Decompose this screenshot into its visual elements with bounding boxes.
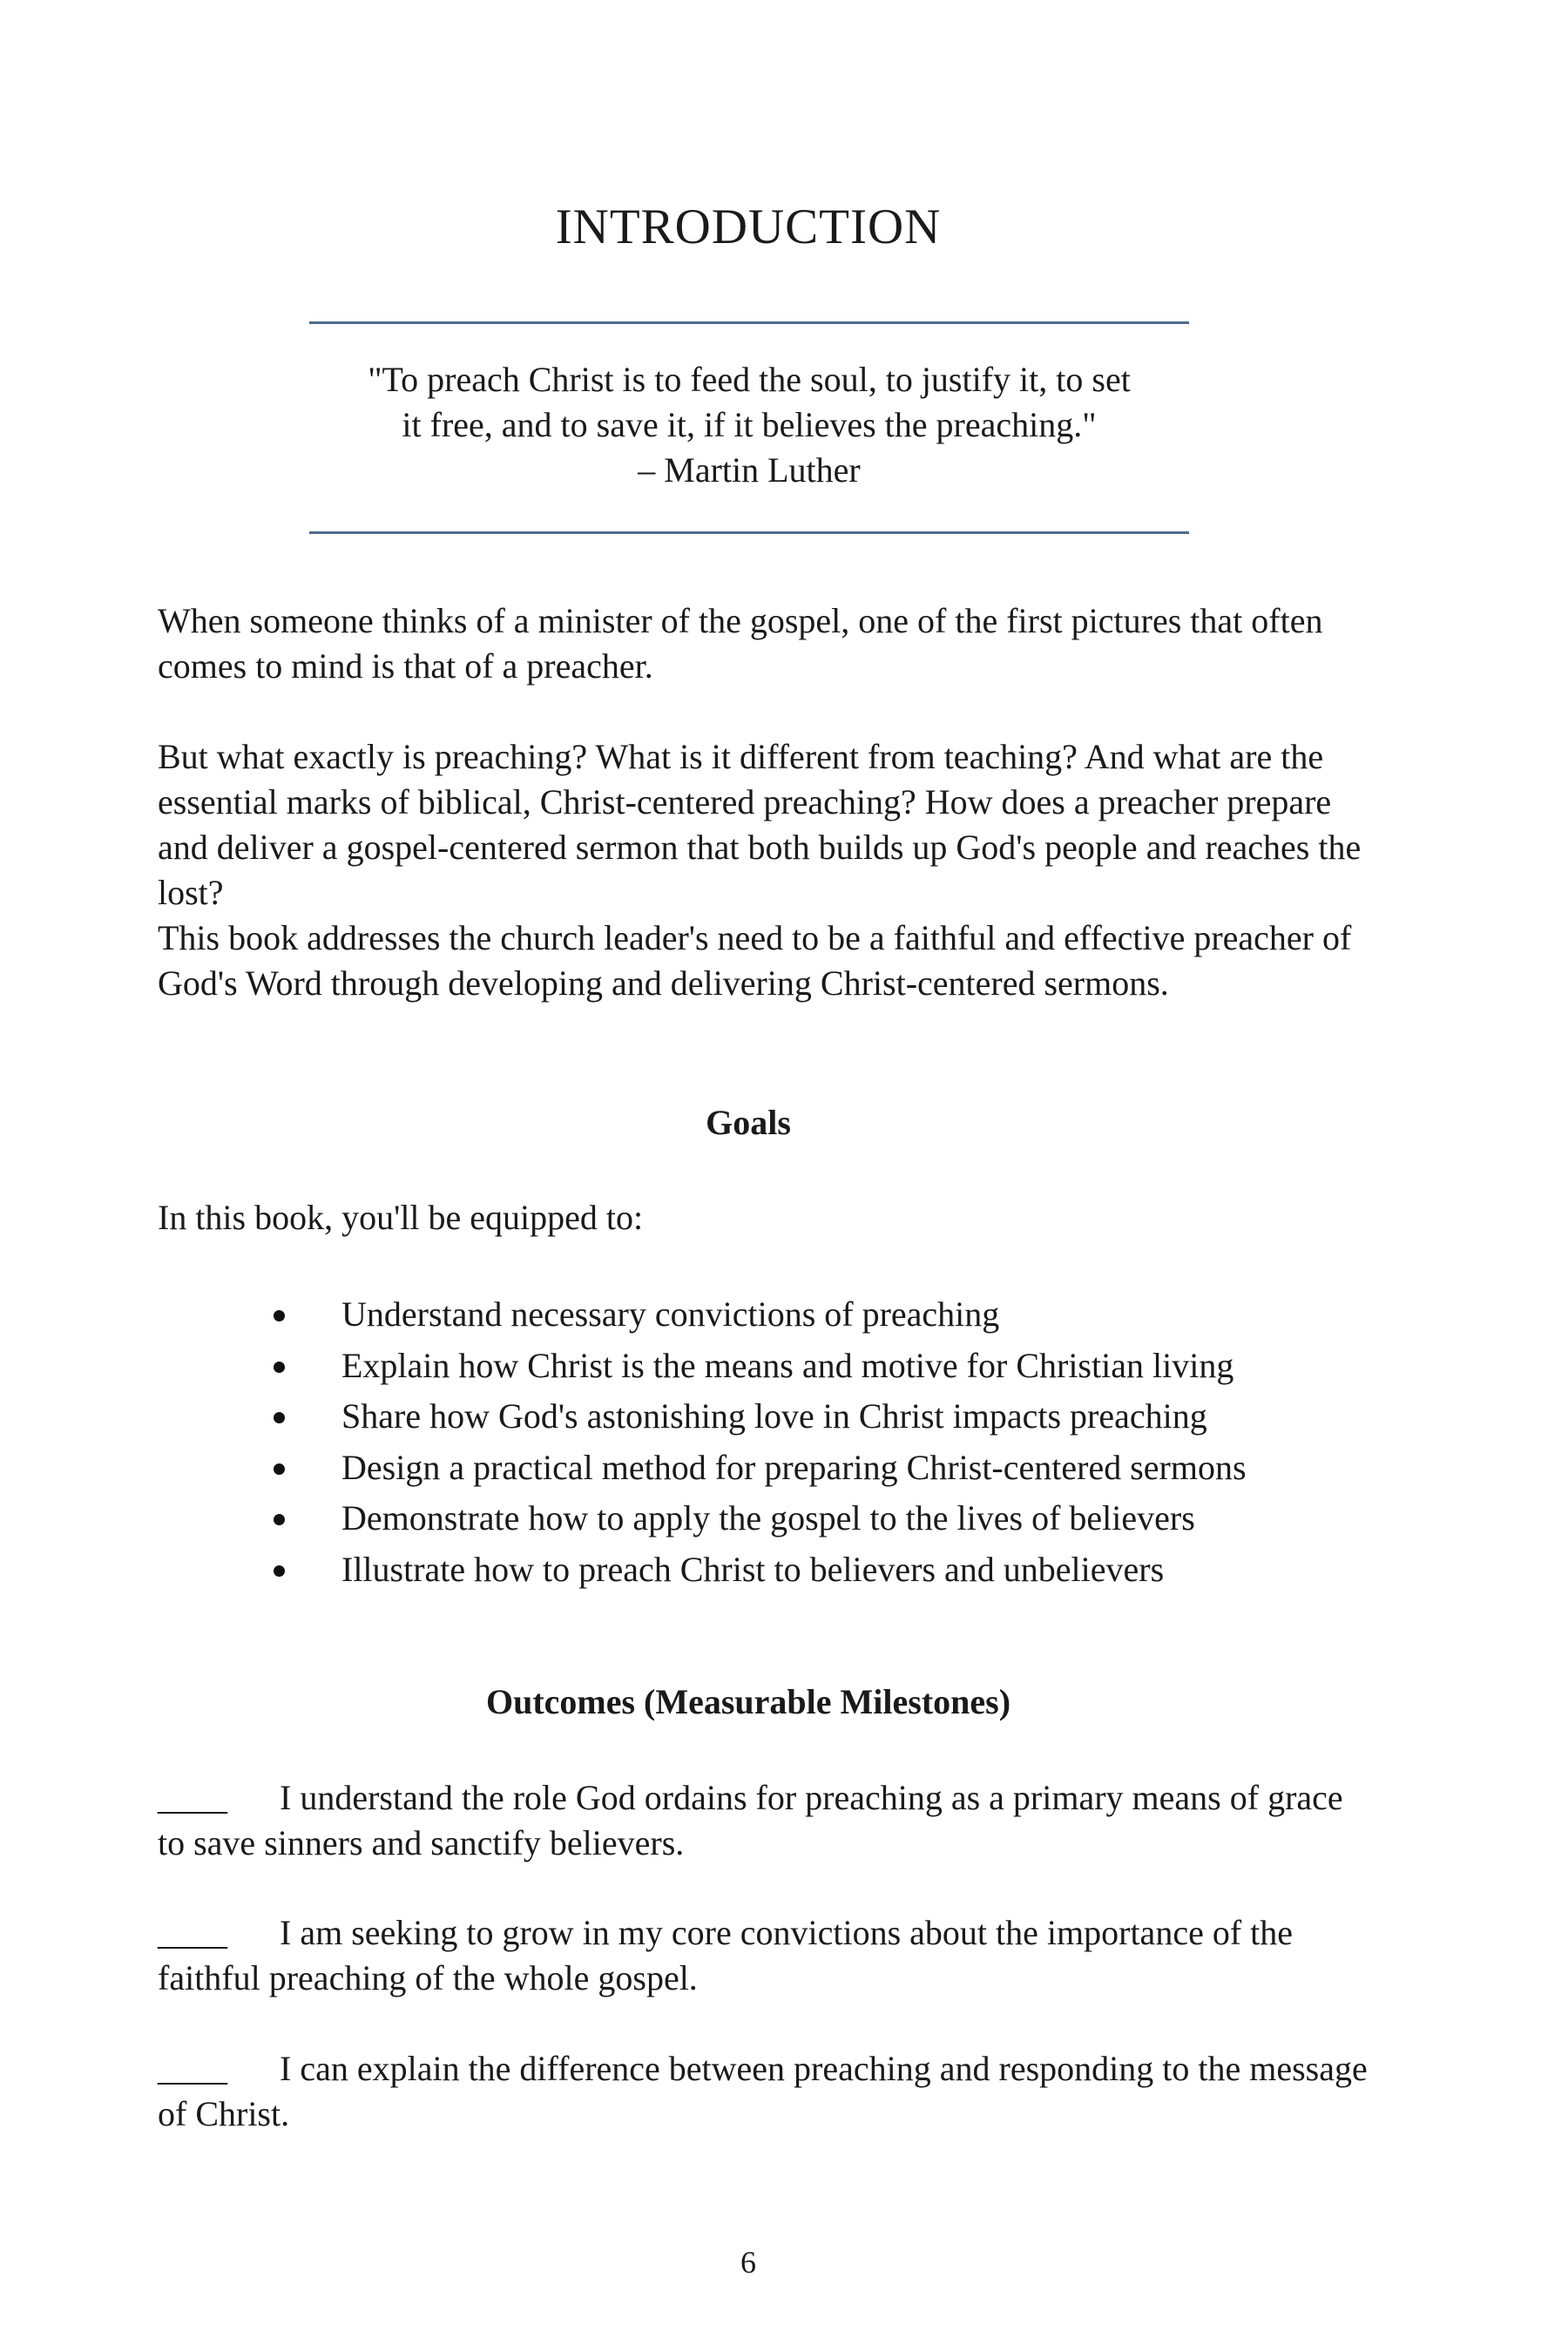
outcome-text: I understand the role God ordains for preaching as a primary means of grace to save sinners and sanctify believers. <box>158 1778 1343 1862</box>
bullet-icon <box>274 1565 285 1577</box>
list-item <box>261 1544 1394 1596</box>
goals-intro: In this book, you'll be equipped to: <box>158 1198 644 1237</box>
list-item <box>261 1493 1394 1544</box>
goals-heading: Goals <box>706 1103 791 1142</box>
outcome-item <box>158 1910 1377 2001</box>
quote-top-divider <box>309 321 1189 324</box>
quote-attribution: – Martin Luther <box>638 450 861 490</box>
goal-text: Understand necessary convictions of preaching <box>341 1294 1000 1334</box>
checkoff-blank: ____ <box>158 2049 227 2088</box>
bullet-icon <box>274 1463 285 1475</box>
bullet-icon <box>274 1412 285 1423</box>
quote-line-2: it free, and to save it, if it believes the preaching." <box>402 405 1097 444</box>
list-item <box>261 1391 1394 1443</box>
goal-text: Explain how Christ is the means and motive for Christian living <box>341 1345 1234 1385</box>
quote-bottom-divider <box>309 531 1189 534</box>
outcomes-heading: Outcomes (Measurable Milestones) <box>485 1682 1011 1721</box>
list-item <box>261 1341 1394 1392</box>
goal-text: Design a practical method for preparing Christ-centered sermons <box>341 1447 1247 1487</box>
intro-paragraph-3: This book addresses the church leader's need to be a faithful and effective preacher of God's Word through developing and delivering Christ-centered sermons. <box>158 918 1352 1003</box>
checkoff-blank: ____ <box>158 1913 227 1952</box>
epigraph-quote <box>309 357 1189 493</box>
goal-text: Illustrate how to preach Christ to believers and unbelievers <box>341 1549 1165 1589</box>
outcome-text: I am seeking to grow in my core convictions about the importance of the faithful preaching of the whole gospel. <box>158 1913 1294 1997</box>
bullet-icon <box>274 1514 285 1525</box>
list-item <box>261 1289 1394 1341</box>
intro-paragraph-2: But what exactly is preaching? What is it different from teaching? And what are the essential marks of biblical, Christ-centered preaching? How does a preacher prepare and deliver a gospel-centered sermon that both builds up God's people and reaches the lost? <box>158 737 1362 912</box>
intro-paragraph-1: When someone thinks of a minister of the gospel, one of the first pictures that often comes to mind is that of a preacher. <box>158 601 1323 686</box>
bullet-icon <box>274 1310 285 1321</box>
goal-text: Demonstrate how to apply the gospel to the lives of believers <box>341 1498 1195 1538</box>
outcome-item <box>158 2046 1377 2137</box>
list-item <box>261 1443 1394 1494</box>
page-title: INTRODUCTION <box>555 199 942 254</box>
bullet-icon <box>274 1362 285 1373</box>
page-number: 6 <box>740 2245 756 2280</box>
quote-line-1: "To preach Christ is to feed the soul, to justify it, to set <box>368 360 1131 399</box>
goal-text: Share how God's astonishing love in Christ impacts preaching <box>341 1396 1207 1436</box>
outcome-item <box>158 1775 1377 1866</box>
checkoff-blank: ____ <box>158 1778 227 1817</box>
outcome-text: I can explain the difference between preaching and responding to the message of Christ. <box>158 2049 1368 2133</box>
goals-list <box>261 1289 1394 1595</box>
